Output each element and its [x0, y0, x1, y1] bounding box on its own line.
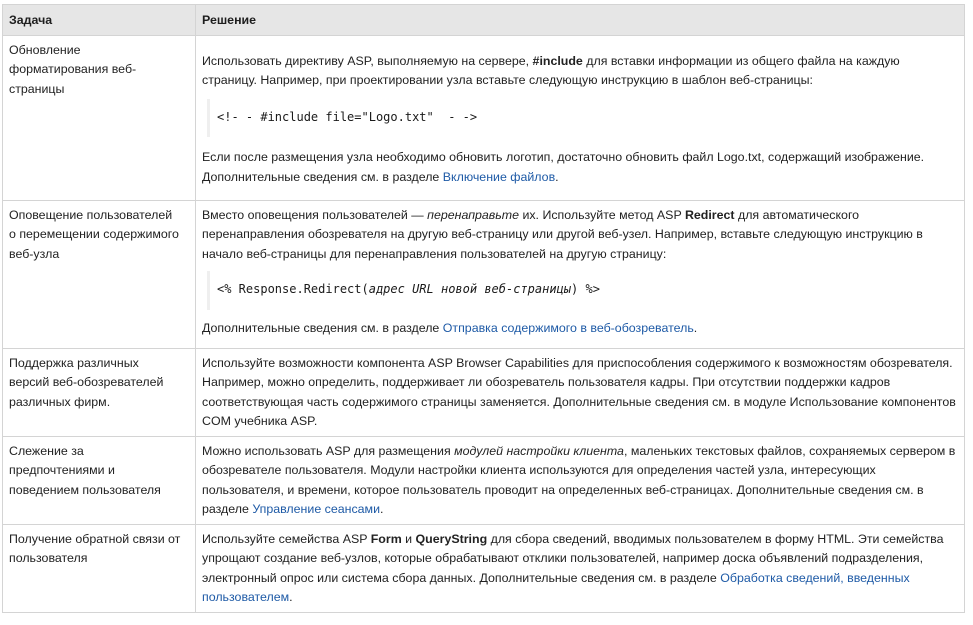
solution-text: Используйте семейства ASP Form и QueryString для сбора сведений, вводимых пользователем в форму HTML. Эти семейства упрощают создание веб-узлов, которые обрабатывают отклики пользователей, например доска объявлений подразделения, электронный опрос или система сбора данных. Дополнительные сведения см. в разделе Обработка сведений, введенных пользователем.	[202, 532, 944, 605]
solution-text: Дополнительные сведения см. в разделе Отправка содержимого в веб-обозреватель.	[202, 320, 698, 335]
solution-text: Если после размещения узла необходимо обновить логотип, достаточно обновить файл Logo.txt, содержащий изображение. Дополнительные сведения см. в разделе Включение файлов.	[202, 150, 925, 184]
solution-text: Использовать директиву ASP, выполняемую на сервере, #include для вставки информации из общего файла на каждую страницу. Например, при проектировании узла вставьте следующую инструкцию в шаблон веб-страницы:	[202, 54, 900, 88]
link-send-content[interactable]: Отправка содержимого в веб-обозреватель	[442, 320, 694, 335]
code-block: <!- - #include file="Logo.txt" - ->	[207, 99, 956, 137]
table-row	[3, 349, 965, 437]
table-row	[3, 437, 965, 525]
solution-text: Можно использовать ASP для размещения модулей настройки клиента, маленьких текстовых файлов, сохраняемых сервером в обозревателе пользователя. Модули настройки клиента используются для определения частей узла, интересующих пользователя, и времени, которое пользователь проводит на определенных веб-страницах. Дополнительные сведения см. в разделе Управление сеансами.	[202, 444, 956, 517]
link-session-management[interactable]: Управление сеансами	[252, 502, 380, 517]
solution-text: Вместо оповещения пользователей — перенаправьте их. Используйте метод ASP Redirect для автоматического перенаправления обозревателя на другую веб-страницу или другой веб-узел. Например, вставьте следующую инструкцию в начало веб-страницы для перенаправления пользователей на другую страницу:	[202, 208, 923, 261]
link-process-user-input[interactable]: Обработка сведений, введенных пользователем	[202, 570, 910, 605]
task-cell: Слежение за предпочтениями и поведением пользователя	[3, 437, 196, 525]
solution-cell	[196, 201, 965, 349]
task-cell: Оповещение пользователей о перемещении содержимого веб-узла	[3, 201, 196, 349]
link-include-files[interactable]: Включение файлов	[442, 169, 556, 184]
table-row	[3, 525, 965, 613]
header-task: Задача	[3, 5, 196, 36]
table-header-row	[3, 5, 965, 36]
task-cell: Получение обратной связи от пользователя	[3, 525, 196, 613]
solution-text: Используйте возможности компонента ASP Browser Capabilities для приспособления содержимого к возможностям обозревателя. Например, можно определить, поддерживает ли обозреватель пользователя кадры. При отсутствии поддержки кадров соответствующая часть содержимого страницы заменяется. Дополнительные сведения см. в модуле Использование компонентов COM учебника ASP.	[202, 356, 956, 429]
solution-cell	[196, 349, 965, 437]
task-cell: Поддержка различных версий веб-обозревателей различных фирм.	[3, 349, 196, 437]
solution-cell	[196, 36, 965, 201]
header-solution: Решение	[196, 5, 965, 36]
table-row	[3, 36, 965, 201]
solution-cell	[196, 437, 965, 525]
solution-cell	[196, 525, 965, 613]
table-row	[3, 201, 965, 349]
code-block: <% Response.Redirect(адрес URL новой веб-страницы) %>	[207, 271, 956, 309]
asp-tasks-table	[2, 4, 965, 613]
task-cell: Обновление форматирования веб-страницы	[3, 36, 196, 201]
